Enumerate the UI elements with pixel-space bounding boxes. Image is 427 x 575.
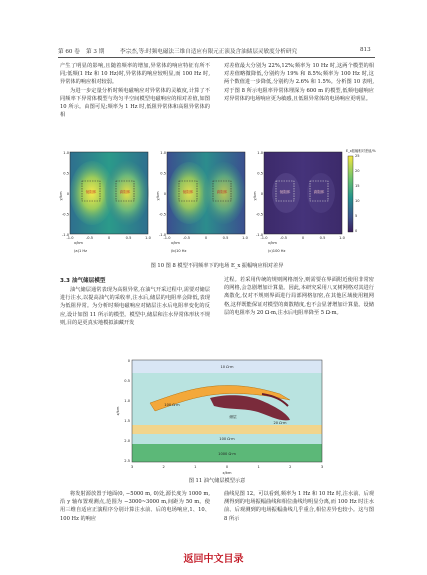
y-tick-label: -1.0 <box>255 233 263 237</box>
paragraph: 油气储层通常表现为高阻异常,在油气开采过程中,需要对储层进行注水,以提高油气的采收率,注水后,储层的电阻率会降低,表现为低阻异常。为分析时频电磁响应对储层注水后电阻率变化的反应,设计如图 11 所示的模型。模型中,储层和注水异常体形状不规则,目的是更真实地模拟油藏开发 <box>60 287 210 326</box>
fig11-x-tick-label: 3 <box>130 465 134 469</box>
text-column-bottom-left <box>60 490 210 523</box>
x-tick-label: -0.5 <box>279 236 288 240</box>
panel-b-caption: (b)10 Hz <box>171 249 187 253</box>
layer-5-label: 1000 Ω·m <box>218 452 236 456</box>
page-number: 813 <box>360 47 371 53</box>
x-tick-label: 0.5 <box>319 236 326 240</box>
colorbar-tick-label: 10 <box>355 199 360 203</box>
colorbar-tick-label: 15 <box>355 184 360 188</box>
fig11-y-tick-label: 1.0 <box>124 399 130 403</box>
x-tick-label: 0 <box>204 236 208 240</box>
fig11-y-tick-label: 0.5 <box>124 379 130 383</box>
y-tick-label: 0.5 <box>63 171 69 176</box>
y-tick-label: 1.0 <box>160 151 166 155</box>
reservoir-label: 储层 <box>229 415 237 419</box>
y-tick-label: 0.5 <box>160 171 166 176</box>
low-resistivity-label-a: 低阻体 <box>85 190 97 194</box>
paragraph: 为进一步定量分析时频电磁响应对异常体的灵敏度,计算了不同频率下异常体模型与均匀半空间模型电磁响应的相对差值,如图 10 所示。由图可见;频率为 1 Hz 时,低阻异常体和高阻异常体的相 <box>60 87 210 119</box>
low-resistivity-label-c: 低阻体 <box>279 190 291 194</box>
panel-c-caption: (c)100 Hz <box>268 249 286 253</box>
colorbar-tick-label: 5 <box>355 214 358 218</box>
panel-c-map <box>264 152 342 234</box>
y-tick-label: -1.0 <box>158 233 166 237</box>
text-column-top-right <box>224 62 374 103</box>
y-axis-label-a: y/km <box>59 191 63 201</box>
panel-a-map <box>70 152 149 234</box>
fig11-x-tick-label: 0 <box>225 465 229 469</box>
layer-4-label: 100 Ω·m <box>219 437 235 441</box>
x-tick-label: -1.0 <box>260 236 268 240</box>
fig11-y-tick-labels <box>124 359 130 463</box>
y-tick-label: -0.5 <box>255 212 263 217</box>
fig11-x-tick-label: 1 <box>194 465 197 469</box>
figure-11-caption: 图 11 油气储层模型示意 <box>188 478 246 484</box>
y-tick-label: 1.0 <box>257 151 263 155</box>
x-tick-label: -1.0 <box>163 236 171 240</box>
y-tick-label: -0.5 <box>158 212 166 217</box>
figure-10 <box>60 148 378 272</box>
text-column-mid-left <box>60 286 210 327</box>
fig11-y-tick-label: 2.5 <box>124 459 130 463</box>
x-tick-label: -0.5 <box>85 236 94 240</box>
fig11-y-tick-label: 0 <box>127 359 130 363</box>
x-axis-label-a: x/km <box>74 241 83 245</box>
fig11-x-tick-label: 3 <box>320 465 324 469</box>
high-resistivity-label-c: 高阻体 <box>313 190 325 194</box>
y-tick-label: 0 <box>260 192 263 196</box>
x-tick-label: 0 <box>301 236 305 240</box>
x-tick-label: -0.5 <box>182 236 191 240</box>
x-tick-label: 0 <box>107 236 111 240</box>
fig11-x-tick-label: 1 <box>257 465 260 469</box>
x-axis-label-fig11: x/km <box>222 471 232 475</box>
paragraph: 将发射源放置于地面(0, −5000 m, 0)处,源长度为 1000 m,沿 y 轴布置观测点,范围为 −3000~3000 m,间距为 50 m。使用三维自适应正演程序分别计算注水前、后的电场响应,1、10、100 Hz 的响应 <box>60 491 210 522</box>
colorbar-title: E_x振幅相对差值/% <box>346 149 376 153</box>
high-resistivity-label-a: 高阻体 <box>119 190 131 194</box>
journal-issue: 第 3 期 <box>86 49 105 55</box>
fig11-x-tick-label: 2 <box>289 465 292 469</box>
colorbar-tick-label: 0 <box>355 229 358 233</box>
figure-11 <box>110 356 325 476</box>
x-tick-label: 0.5 <box>125 236 132 240</box>
layer-1-label: 10 Ω·m <box>220 365 234 369</box>
panel-a-caption: (a)1 Hz <box>74 249 88 253</box>
y-tick-label: 0 <box>66 192 69 196</box>
low-resistivity-label-b: 低阻体 <box>182 190 194 194</box>
section-heading: 3.3 油气储层模型 <box>60 278 106 284</box>
colorbar-tick-label: 25 <box>355 154 360 158</box>
x-tick-label: 0.5 <box>222 236 229 240</box>
text-column-bottom-right <box>224 490 374 523</box>
header-rule <box>58 57 375 58</box>
figure-11-graphic <box>110 356 325 476</box>
y-tick-label: 1.0 <box>63 151 69 155</box>
colorbar-tick-label: 20 <box>355 169 360 173</box>
paragraph: 过程。若采用传统的规则网格剖分,则需要在界面附近使用非常密的网格,会急剧增加计算量。因此,本研究采用八叉树网格对其进行离散化,仅对不规则界面进行局部网格加密,在其他区域使用粗网格,这样既能保证对模型的离散精度,也不会显著增加计算量。设储层的电阻率为 20 Ω·m,注水后电阻率降至 5 Ω·m。 <box>224 277 374 316</box>
figure-10-caption: 图 10 图 8 模型不同频率下的电场 E_x 振幅响应相对差异 <box>150 263 284 269</box>
fig11-x-tick-label: 2 <box>162 465 165 469</box>
back-to-contents-link[interactable]: 返回中文目录 <box>183 554 244 565</box>
fig11-y-tick-label: 1.5 <box>124 419 130 423</box>
panel-b-map <box>167 152 245 234</box>
high-resistivity-label-b: 高阻体 <box>216 190 228 194</box>
y-tick-label: -1.0 <box>61 233 69 237</box>
paragraph: 曲线见图 12。可以看到,频率为 1 Hz 和 10 Hz 时,注水前、后观测得到的电场振幅曲线和相位曲线均明显分离,而 100 Hz 时注水前、后观测到的电场振幅曲线几乎重合,相位差异也较小。这与图 8 所示 <box>224 491 374 522</box>
x-axis-label-b: x/km <box>171 241 180 245</box>
figure-10-graphic <box>60 148 378 272</box>
paragraph: 产生了明显的影响,且随着频率的增加,异常体的响应特征有所不同;低频(1 Hz 和 10 Hz)时,异常体的响应较明显,而 100 Hz 时,异常体的响应相对较弱。 <box>60 63 210 86</box>
layer-2-label: 100 Ω·m <box>164 403 180 407</box>
paragraph: 对差值最大分别为 22%,12%;频率为 10 Hz 时,这两个模型的相对差值略微降低,分别约为 19% 和 8.5%;频率为 100 Hz 时,这两个数值进一步降低,分别约为 2.6% 和 1.5%。分析图 10 表明,对于图 8 所示电阻率异常体埋深为 600 m 的模型,低频电磁响应对异常体的电场响应更为敏感,且低阻异常体的电场响应更明显。 <box>224 63 374 102</box>
colorbar <box>348 156 353 232</box>
reservoir-resistivity-label: 20 Ω·m <box>273 421 287 425</box>
x-tick-labels <box>66 236 345 240</box>
x-axis-label-c: x/km <box>268 241 277 245</box>
fig11-x-tick-labels <box>131 465 323 469</box>
y-axis-label-c: y/km <box>253 191 257 201</box>
z-axis-label: z/km <box>116 406 120 416</box>
text-column-top-left <box>60 62 210 119</box>
y-tick-label: 0.5 <box>257 171 263 176</box>
text-column-mid-right <box>224 276 374 317</box>
fig11-y-tick-label: 2.0 <box>124 439 130 443</box>
y-tick-label: 0 <box>163 192 166 196</box>
x-tick-label: 1.0 <box>339 236 345 240</box>
x-tick-label: 1.0 <box>145 236 151 240</box>
x-tick-label: 1.0 <box>242 236 248 240</box>
y-tick-label: -0.5 <box>61 212 69 217</box>
y-axis-label-b: y/km <box>156 191 160 201</box>
running-title: 李宗杰,等:时频电磁法三维自适应有限元正演及含油储层灵敏度分析研究 <box>120 49 298 55</box>
journal-volume: 第 60 卷 <box>58 49 80 55</box>
x-tick-label: -1.0 <box>66 236 74 240</box>
colorbar-tick-labels <box>355 154 360 233</box>
